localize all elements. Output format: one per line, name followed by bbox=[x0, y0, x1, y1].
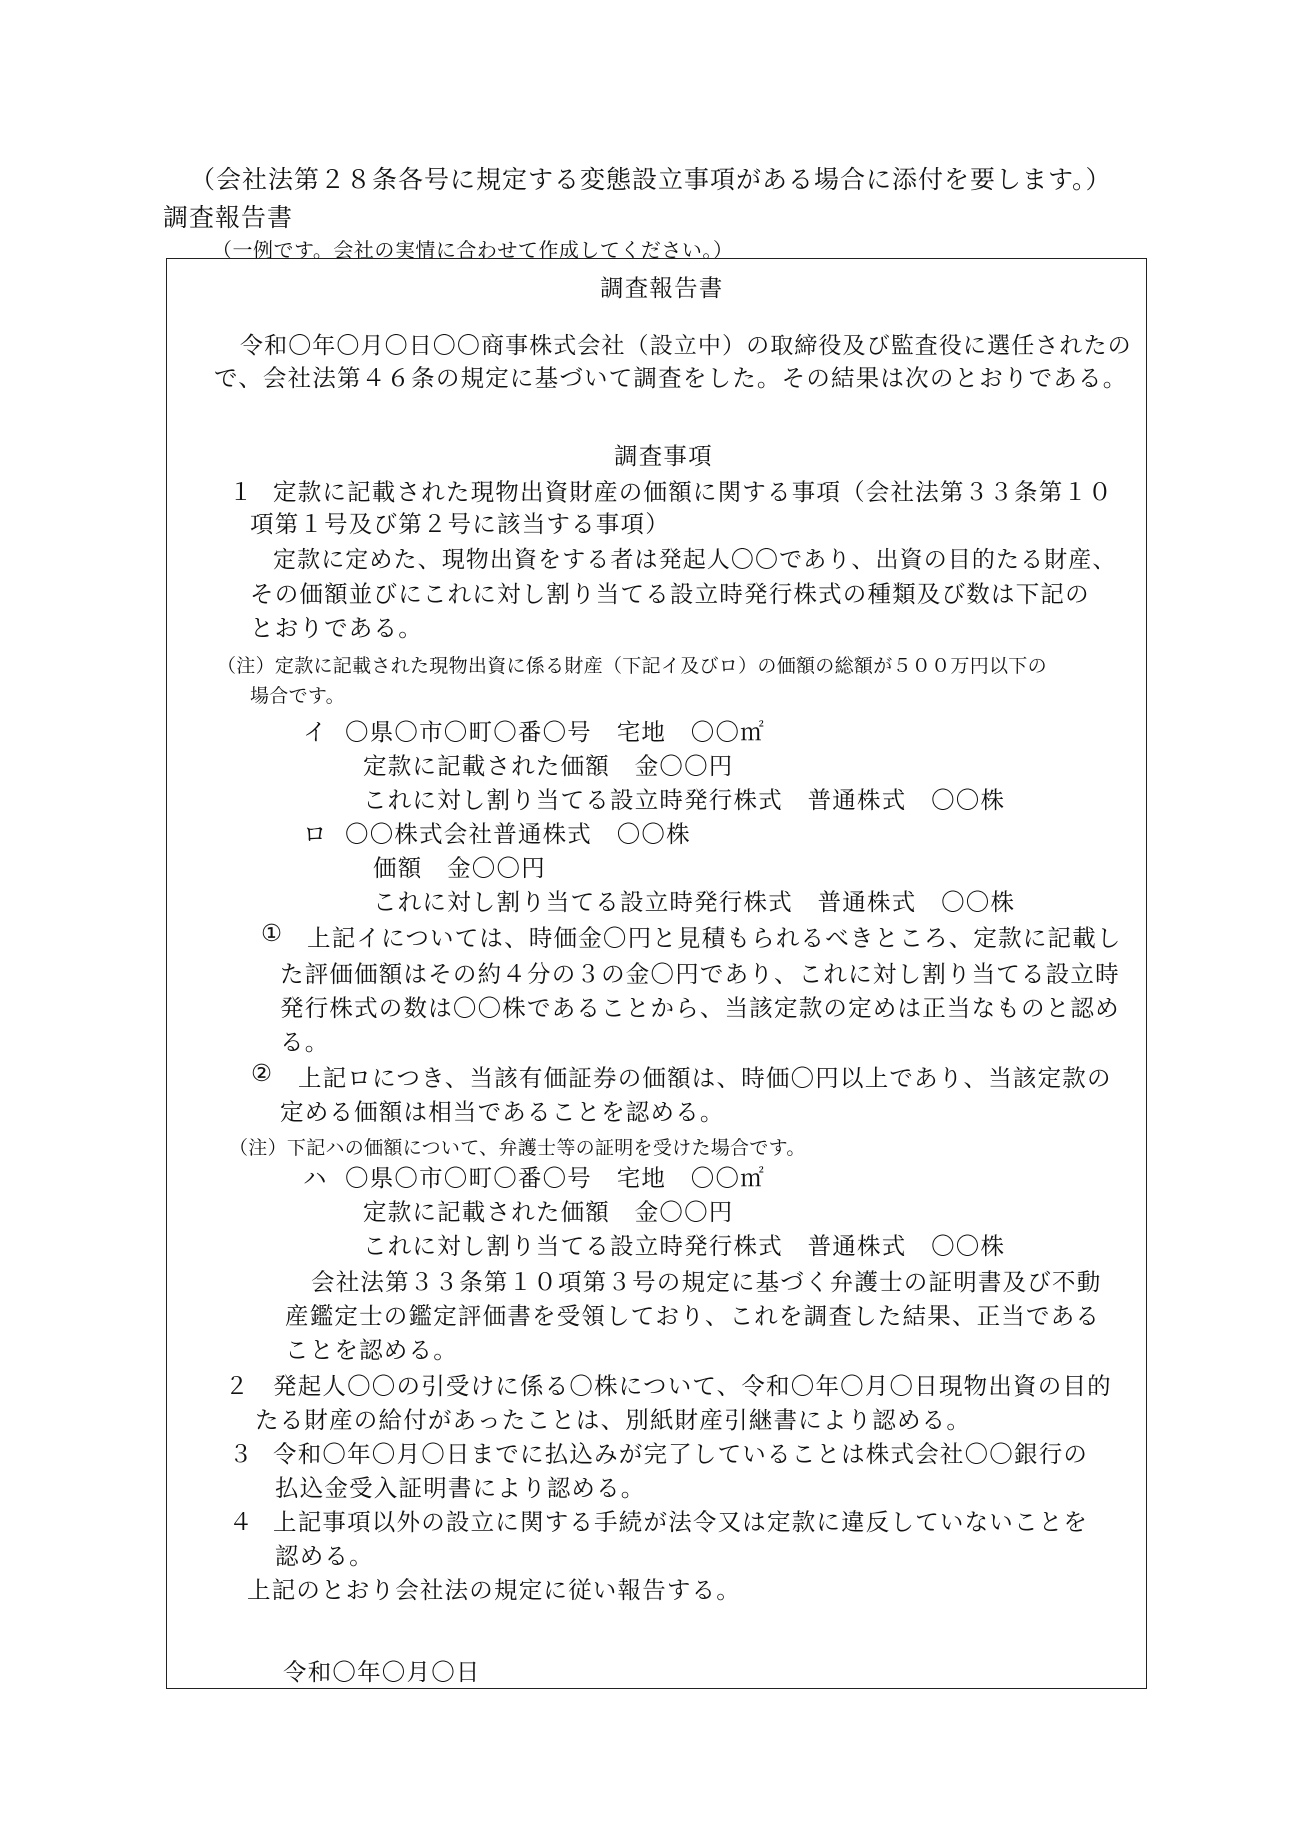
item-2-line: 発起人〇〇の引受けに係る〇株について、令和〇年〇月〇日現物出資の目的 bbox=[273, 1372, 1112, 1400]
item-2-number: ２ bbox=[225, 1372, 250, 1400]
intro-line-1: 令和〇年〇月〇日〇〇商事株式会社（設立中）の取締役及び監査役に選任されたの bbox=[240, 333, 1132, 359]
circled-2-line: 上記ロにつき、当該有価証券の価額は、時価〇円以上であり、当該定款の bbox=[298, 1064, 1112, 1092]
circled-1-line: る。 bbox=[280, 1028, 330, 1056]
item-ro-property: 〇〇株式会社普通株式 〇〇株 bbox=[345, 820, 691, 848]
circled-1-line: 上記イについては、時価金〇円と見積もられるべきところ、定款に記載し bbox=[307, 924, 1122, 952]
item-ro-price: 価額 金〇〇円 bbox=[373, 854, 546, 882]
item-1-line: 定款に記載された現物出資財産の価額に関する事項（会社法第３３条第１０ bbox=[273, 478, 1113, 506]
item-ha-property: 〇県〇市〇町〇番〇号 宅地 〇〇㎡ bbox=[345, 1164, 765, 1192]
item-4-number: ４ bbox=[229, 1508, 254, 1536]
report-date: 令和〇年〇月〇日 bbox=[283, 1658, 481, 1686]
report-box bbox=[166, 258, 1147, 1689]
item-3-line: 払込金受入証明書により認める。 bbox=[275, 1474, 646, 1502]
circled-1-number: ① bbox=[261, 919, 284, 947]
page-title: 調査報告書 bbox=[163, 203, 294, 232]
item-1-line: その価額並びにこれに対し割り当てる設立時発行株式の種類及び数は下記の bbox=[250, 580, 1090, 608]
item-ha-shares: これに対し割り当てる設立時発行株式 普通株式 〇〇株 bbox=[363, 1232, 1006, 1260]
circled-2-line: 定める価額は相当であることを認める。 bbox=[280, 1098, 725, 1126]
circled-1-line: 発行株式の数は〇〇株であることから、当該定款の定めは正当なものと認め bbox=[280, 994, 1120, 1022]
note-1-line: （注）定款に記載された現物出資に係る財産（下記イ及びロ）の価額の総額が５００万円以下の bbox=[217, 655, 1047, 677]
item-1-line: 定款に定めた、現物出資をする者は発起人〇〇であり、出資の目的たる財産、 bbox=[273, 547, 1117, 573]
item-4-line: 上記事項以外の設立に関する手続が法令又は定款に違反していないことを bbox=[273, 1508, 1089, 1536]
item-ro-label: ロ bbox=[303, 820, 328, 848]
item-ro-shares: これに対し割り当てる設立時発行株式 普通株式 〇〇株 bbox=[373, 888, 1016, 916]
item-i-label: イ bbox=[303, 718, 328, 746]
item-3-line: 令和〇年〇月〇日までに払込みが完了していることは株式会社〇〇銀行の bbox=[273, 1440, 1089, 1468]
item-ha-label: ハ bbox=[303, 1164, 328, 1192]
item-1-number: １ bbox=[229, 478, 254, 506]
item-1-line: 項第１号及び第２号に該当する事項） bbox=[250, 510, 670, 538]
item-i-property: 〇県〇市〇町〇番〇号 宅地 〇〇㎡ bbox=[345, 718, 765, 746]
item-2-line: たる財産の給付があったことは、別紙財産引継書により認める。 bbox=[255, 1406, 972, 1434]
report-title: 調査報告書 bbox=[600, 274, 724, 302]
note-2: （注）下記ハの価額について、弁護士等の証明を受けた場合です。 bbox=[229, 1137, 806, 1159]
closing-statement: 上記のとおり会社法の規定に従い報告する。 bbox=[247, 1576, 741, 1604]
circled-2-number: ② bbox=[251, 1059, 274, 1087]
item-i-shares: これに対し割り当てる設立時発行株式 普通株式 〇〇株 bbox=[363, 786, 1006, 814]
example-note: （一例です。会社の実情に合わせて作成してください。） bbox=[212, 238, 734, 262]
intro-line-2: で、会社法第４６条の規定に基づいて調査をした。その結果は次のとおりである。 bbox=[214, 364, 1128, 392]
attachment-note: （会社法第２８条各号に規定する変態設立事項がある場合に添付を要します。） bbox=[190, 165, 1112, 194]
item-ha-body: ことを認める。 bbox=[285, 1336, 458, 1364]
section-title: 調査事項 bbox=[614, 442, 713, 470]
note-1-line: 場合です。 bbox=[250, 685, 345, 707]
item-3-number: ３ bbox=[229, 1440, 254, 1468]
item-4-line: 認める。 bbox=[275, 1542, 374, 1570]
item-ha-price: 定款に記載された価額 金〇〇円 bbox=[363, 1198, 734, 1226]
circled-1-line: た評価価額はその約４分の３の金〇円であり、これに対し割り当てる設立時 bbox=[280, 960, 1120, 988]
item-ha-body: 産鑑定士の鑑定評価書を受領しており、これを調査した結果、正当である bbox=[285, 1302, 1101, 1330]
item-ha-body: 会社法第３３条第１０項第３号の規定に基づく弁護士の証明書及び不動 bbox=[311, 1268, 1102, 1296]
item-1-line: とおりである。 bbox=[250, 614, 423, 642]
item-i-price: 定款に記載された価額 金〇〇円 bbox=[363, 752, 734, 780]
